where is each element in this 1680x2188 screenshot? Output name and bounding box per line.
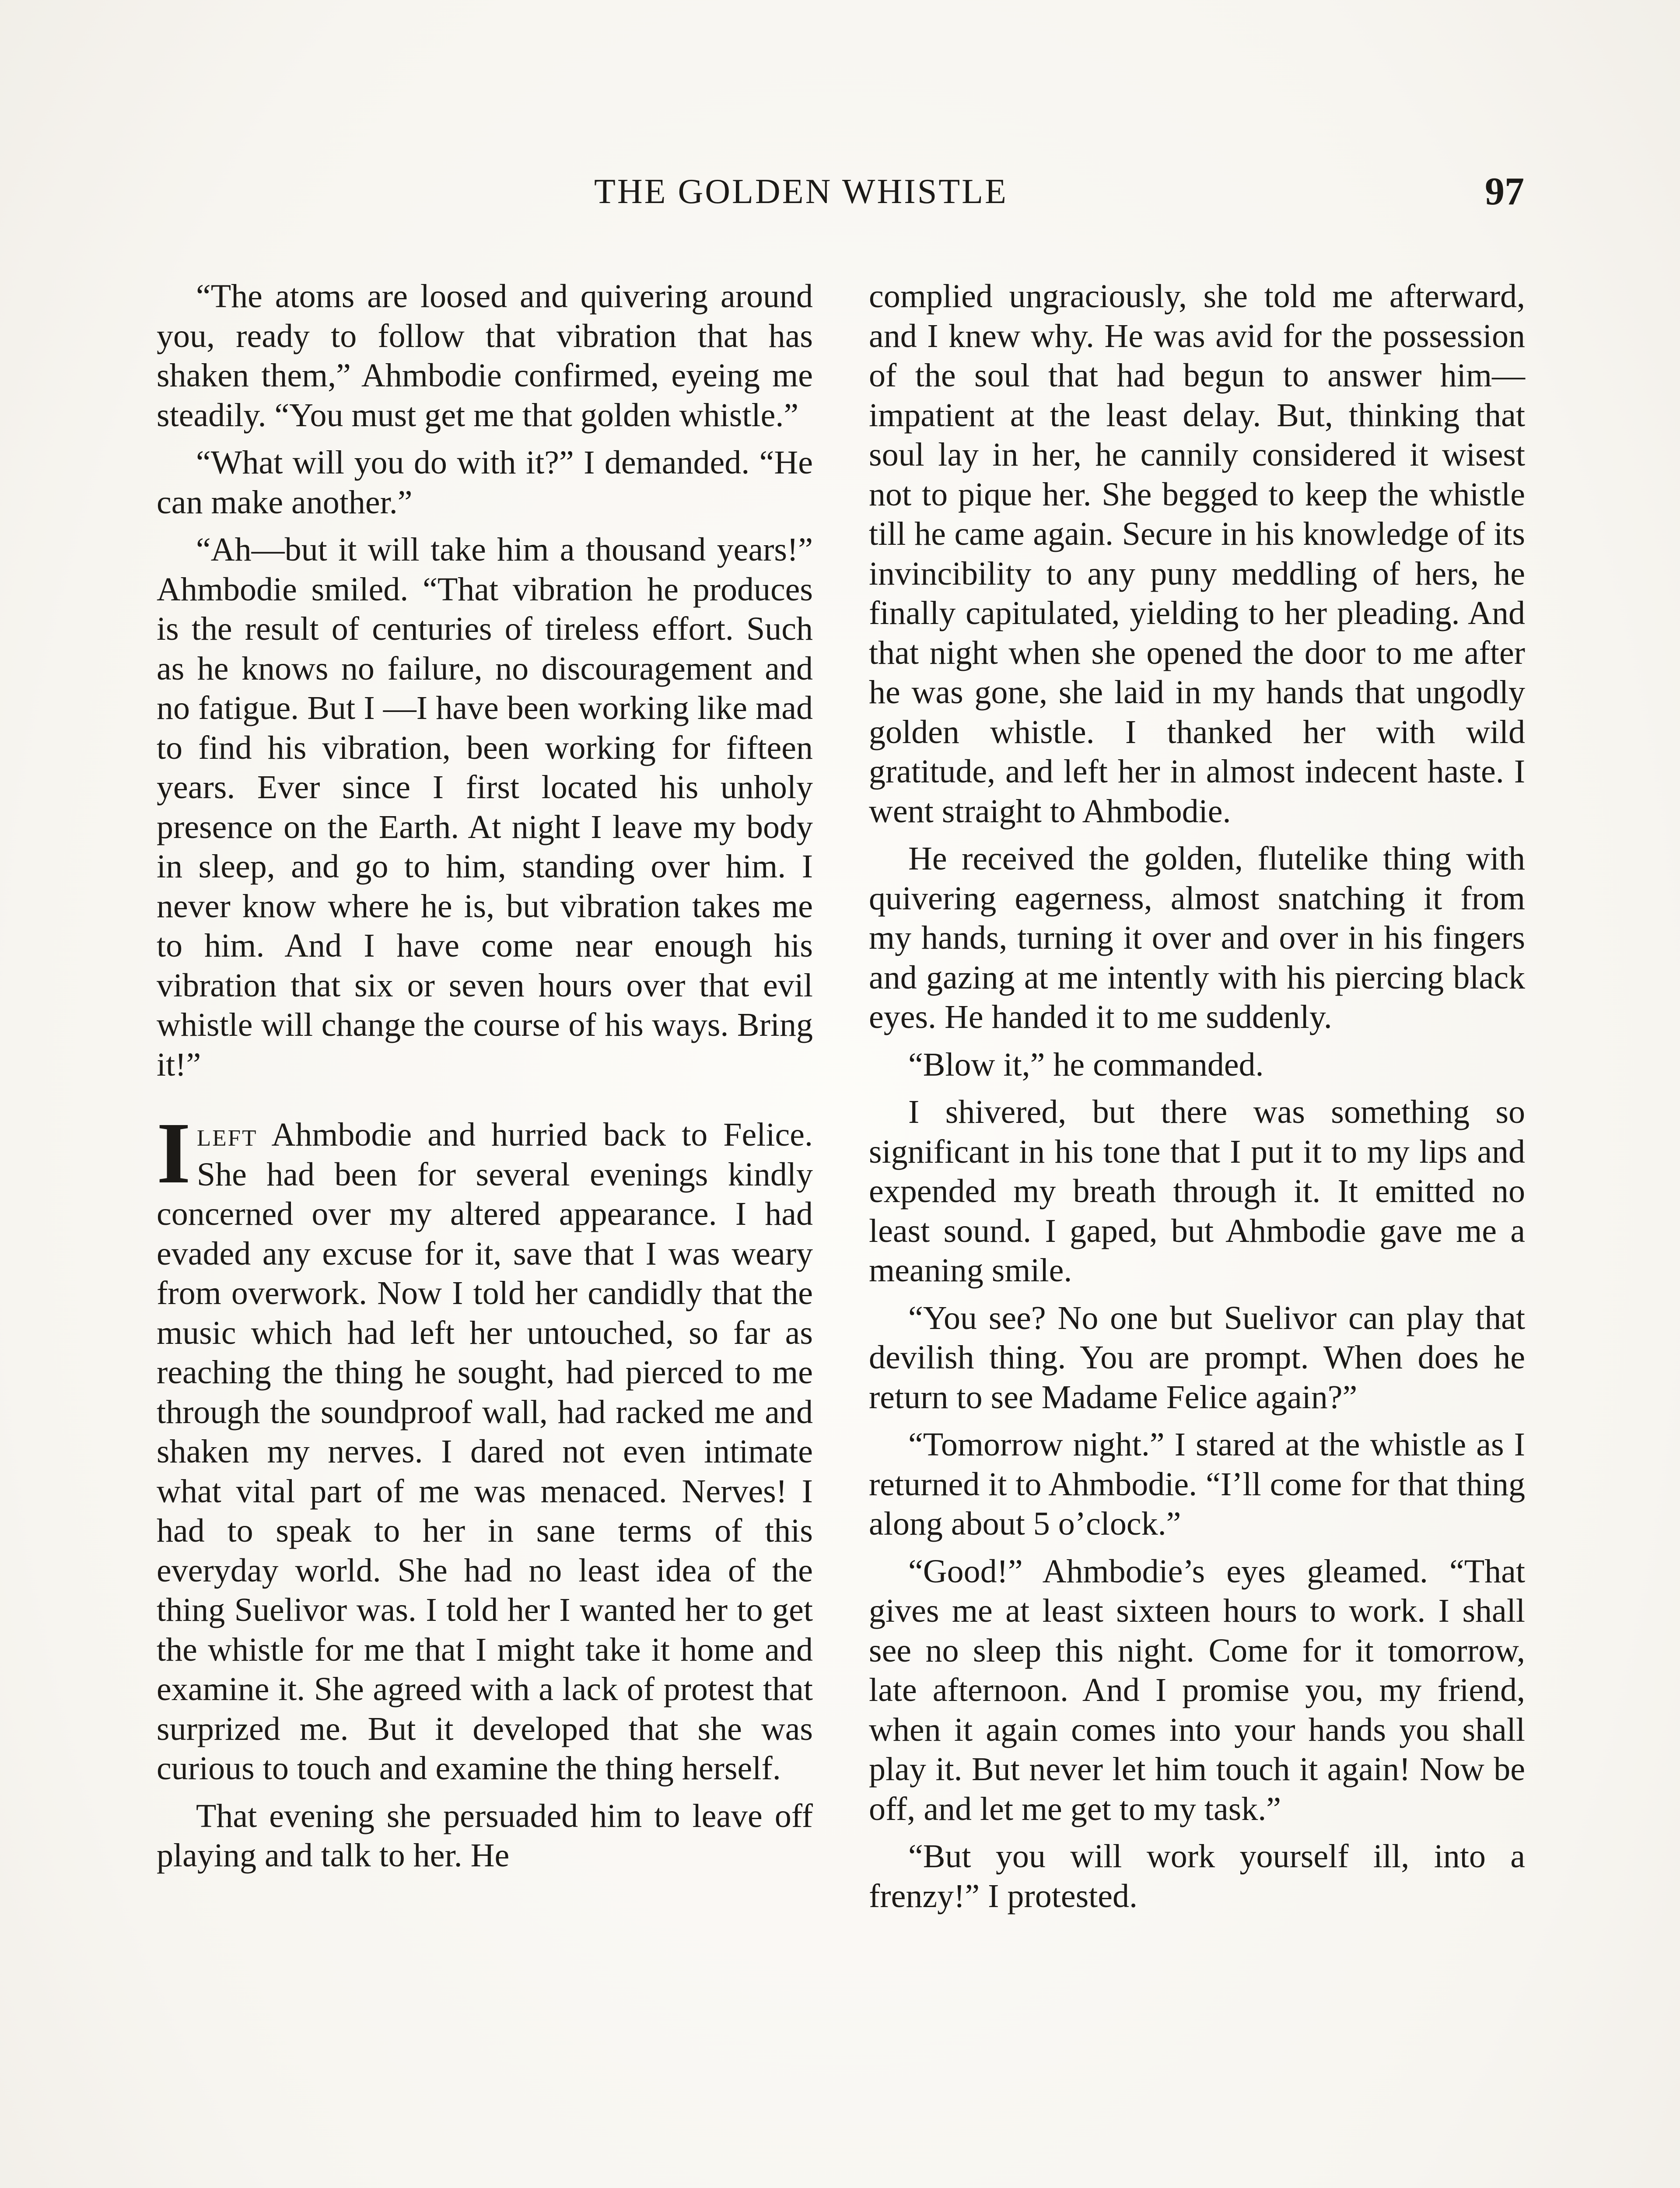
paragraph-text: Ahmbodie and hurried back to Felice. She had been for several evenings kindly concerned over my altered appearance. I had evaded any excuse for it, save that I was weary from overwork. Now I told her candidly that the music which had left her untouched, so far as reaching the thing he sought, had pierced to me through the soundproof wall, had racked me and shaken my nerves. I dared not even intimate what vital part of me was menaced. Nerves! I had to speak to her in sane terms of this everyday world. She had no least idea of the thing Suelivor was. I told her I wanted her to get the whistle for me that I might take it home and examine it. She agreed with a lack of protest that surprized me. But it developed that she was curious to touch and examine the thing herself.: [157, 1116, 813, 1787]
paragraph: “The atoms are loosed and quivering around you, ready to follow that vibration that has shaken them,” Ahmbodie confirmed, eyeing me steadily. “You must get me that golden whistle.”: [157, 278, 813, 434]
drop-cap: I: [157, 1105, 191, 1202]
running-title: THE GOLDEN WHISTLE: [594, 172, 1008, 211]
left-column: [157, 277, 813, 1883]
paragraph: “But you will work yourself ill, into a frenzy!” I protested.: [869, 1838, 1525, 1914]
page-number: 97: [1485, 170, 1524, 213]
paragraph: “Good!” Ahmbodie’s eyes gleamed. “That gives me at least sixteen hours to work. I shall see no sleep this night. Come for it tomorrow, late afternoon. And I promise you, my friend, when it again comes into your hands you shall play it. But never let him touch it again! Now be off, and let me get to my task.”: [869, 1553, 1525, 1827]
paragraph: complied ungraciously, she told me afterward, and I knew why. He was avid for the possession of the soul that had begun to answer him—impatient at the least delay. But, thinking that soul lay in her, he cannily considered it wisest not to pique her. She begged to keep the whistle till he came again. Secure in his knowledge of its invincibility to any puny meddling of hers, he finally capitulated, yielding to her pleading. And that night when she opened the door to me after he was gone, she laid in my hands that ungodly golden whistle. I thanked her with wild gratitude, and left her in almost indecent haste. I went straight to Ahmbodie.: [869, 278, 1525, 830]
right-column: [869, 277, 1525, 1924]
paragraph: He received the golden, flutelike thing with quivering eagerness, almost snatching it from my hands, turning it over and over in his fingers and gazing at me intently with his piercing black eyes. He handed it to me suddenly.: [869, 840, 1525, 1035]
small-caps-lead: left: [196, 1116, 258, 1153]
paragraph: “Blow it,” he commanded.: [908, 1046, 1264, 1083]
paragraph: “Tomorrow night.” I stared at the whistle as I returned it to Ahmbodie. “I’ll come for that thing along about 5 o’clock.”: [869, 1426, 1525, 1542]
paragraph: “You see? No one but Suelivor can play that devilish thing. You are prompt. When does he return to see Madame Felice again?”: [869, 1299, 1525, 1416]
paragraph: I shivered, but there was something so significant in his tone that I put it to my lips and expended my breath through it. It emitted no least sound. I gaped, but Ahmbodie gave me a meaning smile.: [869, 1094, 1525, 1289]
paragraph: That evening she persuaded him to leave off playing and talk to her. He: [157, 1797, 813, 1874]
paragraph: “Ah—but it will take him a thousand years!” Ahmbodie smiled. “That vibration he produces is the result of centuries of tireless effort. Such as he knows no failure, no discouragement and no fatigue. But I —I have been working like mad to find his vibration, been working for fifteen years. Ever since I first located his unholy presence on the Earth. At night I leave my body in sleep, and go to him, standing over him. I never know where he is, but vibration takes me to him. And I have come near enough his vibration that six or seven hours over that evil whistle will change the course of his ways. Bring it!”: [157, 531, 813, 1083]
paragraph: “What will you do with it?” I demanded. “He can make another.”: [157, 444, 813, 521]
section-paragraph: [157, 1105, 813, 1788]
